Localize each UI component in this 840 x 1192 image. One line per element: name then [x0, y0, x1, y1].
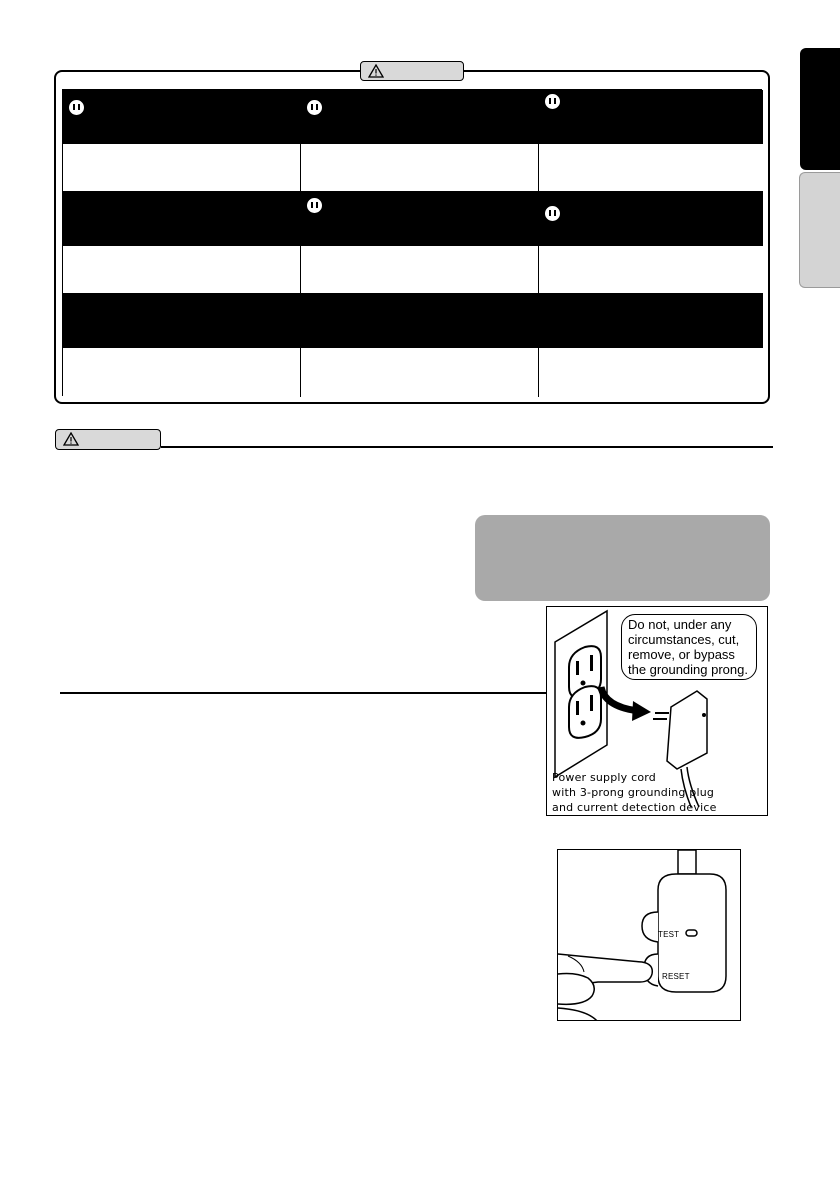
detection-device-figure — [557, 849, 741, 1021]
callout-line: circumstances, cut, — [628, 632, 740, 647]
test-label: TEST — [658, 930, 680, 939]
table-cell — [539, 348, 763, 397]
outlet-icon — [545, 206, 560, 221]
outlet-icon — [307, 198, 322, 213]
section-tab-inactive — [799, 172, 840, 288]
warning-triangle-icon — [368, 64, 384, 78]
outlet-icon — [307, 100, 322, 115]
note-box — [475, 515, 770, 601]
grounding-callout — [621, 614, 757, 680]
outlet-icon — [545, 94, 560, 109]
table-cell — [301, 348, 539, 397]
caption-line: with 3-prong grounding plug — [552, 786, 715, 799]
table-cell — [539, 246, 763, 294]
divider-rule — [60, 692, 552, 694]
caution-badge — [360, 61, 464, 81]
table-header-cell — [301, 90, 539, 144]
callout-line: remove, or bypass — [628, 647, 735, 662]
caption-line: Power supply cord — [552, 771, 656, 784]
reset-label: RESET — [662, 972, 690, 981]
table-header-cell — [539, 90, 763, 144]
table-header-cell — [539, 294, 763, 348]
table-header-cell — [63, 192, 301, 246]
section-tab-active — [800, 48, 840, 170]
table-cell — [539, 144, 763, 192]
caption-line: and current detection device — [552, 801, 717, 814]
outlet-icon — [69, 100, 84, 115]
callout-line: Do not, under any — [628, 617, 732, 632]
table-cell — [301, 246, 539, 294]
table-cell — [63, 246, 301, 294]
caution-table — [62, 89, 762, 396]
table-cell — [301, 144, 539, 192]
section-rule — [161, 446, 773, 448]
table-cell — [63, 348, 301, 397]
grounding-figure-caption — [552, 770, 764, 815]
table-cell — [63, 144, 301, 192]
callout-line: the grounding prong. — [628, 662, 748, 677]
warning-triangle-icon — [63, 432, 79, 446]
table-header-cell — [301, 294, 539, 348]
table-header-cell — [539, 192, 763, 246]
table-header-cell — [63, 294, 301, 348]
warning-badge — [55, 429, 161, 450]
detection-device-illustration — [558, 850, 741, 1021]
table-header-cell — [63, 90, 301, 144]
table-header-cell — [301, 192, 539, 246]
